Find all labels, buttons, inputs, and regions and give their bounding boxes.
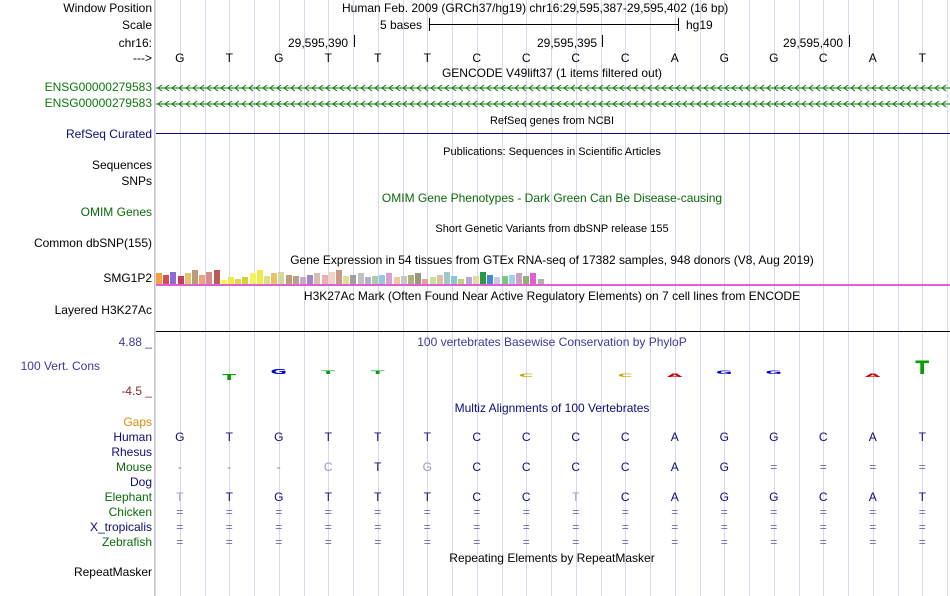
gtex-tissue-bar[interactable] [444,272,450,284]
scale-label: Scale [121,18,152,32]
phylop-base-mark: C [518,373,534,379]
position-tick-mark-3 [849,35,850,47]
sequence-base: T [918,51,926,65]
omim-label[interactable]: OMIM Genes [80,205,152,219]
phylop-max-value: 4.88 _ [118,335,152,349]
multiz-aligned-base: = [720,505,728,519]
position-tick-3: 29,595,400 [783,36,844,50]
multiz-aligned-base: = [324,520,332,534]
multiz-aligned-base: T [374,460,382,474]
gtex-tissue-bar[interactable] [293,276,299,284]
publications-track-title: Publications: Sequences in Scientific Articles [443,146,661,158]
gtex-tissue-bar[interactable] [257,270,263,284]
refseq-track-title: RefSeq genes from NCBI [489,115,615,127]
multiz-aligned-base: = [176,505,184,519]
gencode-track-title: GENCODE V49lift37 (1 items filtered out) [441,66,663,80]
multiz-aligned-base: C [472,490,482,504]
multiz-aligned-base: = [374,505,382,519]
multiz-aligned-base: A [670,490,679,504]
gtex-tissue-bar[interactable] [329,272,335,284]
multiz-aligned-base: C [818,430,828,444]
window-position-value: Human Feb. 2009 (GRCh37/hg19) chr16:29,595,387-29,595,402 (16 bp) [342,1,729,15]
gtex-tissue-bar[interactable] [322,275,328,284]
multiz-aligned-base: = [770,535,778,549]
phylop-base-mark: T [222,372,237,383]
multiz-aligned-base: T [423,490,431,504]
refseq-feature[interactable] [156,133,950,134]
gtex-tissue-bar[interactable] [250,273,256,284]
multiz-aligned-base: G [719,490,729,504]
publications-sequences-label[interactable]: Sequences [91,158,152,172]
multiz-aligned-base: = [374,520,382,534]
phylop-logo-plot[interactable] [155,350,950,400]
window-position-label: Window Position [63,1,152,15]
multiz-aligned-base: = [275,505,283,519]
gencode-item-label-1[interactable]: ENSG00000279583 [44,80,152,94]
gtex-tissue-bar[interactable] [278,272,284,284]
multiz-aligned-base: - [227,460,232,474]
gtex-tissue-bar[interactable] [394,277,400,284]
multiz-aligned-base: A [868,430,877,444]
multiz-species-label[interactable]: Elephant [104,490,152,504]
multiz-aligned-base: = [621,535,629,549]
dbsnp-track-title: Short Genetic Variants from dbSNP release 155 [435,223,669,235]
sequence-base: A [670,51,679,65]
gtex-expression-bars[interactable] [156,268,546,284]
sequence-base: C [620,51,630,65]
gtex-tissue-bar[interactable] [509,275,515,284]
multiz-aligned-base: C [472,430,482,444]
phylop-base-mark: C [617,373,633,379]
multiz-aligned-base: C [620,490,630,504]
gtex-tissue-bar[interactable] [365,277,371,284]
repeatmasker-track-title: Repeating Elements by RepeatMasker [449,551,655,565]
multiz-aligned-base: = [324,505,332,519]
h3k27ac-track-title: H3K27Ac Mark (Often Found Near Active Regulatory Elements) on 7 cell lines from ENCODE [303,289,801,303]
multiz-aligned-base: = [770,520,778,534]
scale-bar-left-tick [429,18,430,31]
gtex-tissue-bar[interactable] [199,275,205,284]
gencode-strand-line [156,83,950,93]
multiz-aligned-base: = [671,505,679,519]
multiz-aligned-base: = [918,535,926,549]
multiz-species-label[interactable]: Rhesus [111,445,152,459]
multiz-aligned-base: G [719,430,729,444]
sequence-base: A [868,51,877,65]
multiz-aligned-base: C [818,490,828,504]
position-tick-mark-2 [602,35,603,47]
multiz-aligned-base: G [769,430,779,444]
multiz-aligned-base: = [225,520,233,534]
sequence-base: T [324,51,332,65]
multiz-aligned-base: C [323,460,333,474]
publications-snps-label[interactable]: SNPs [121,174,152,188]
multiz-aligned-base: = [869,535,877,549]
gtex-tissue-bar[interactable] [350,275,356,284]
gtex-track-title: Gene Expression in 54 tissues from GTEx RNA-seq of 17382 samples, 948 donors (V8, Aug 2019) [290,253,814,267]
gtex-tissue-bar[interactable] [192,270,198,284]
multiz-aligned-base: = [176,520,184,534]
gtex-tissue-bar[interactable] [178,276,184,284]
multiz-aligned-base: T [176,490,184,504]
sequence-base: C [818,51,828,65]
multiz-aligned-base: = [720,535,728,549]
multiz-aligned-base: C [521,460,531,474]
multiz-aligned-base: C [620,430,630,444]
phylop-track-title: 100 vertebrates Basewise Conservation by PhyloP [417,335,687,349]
gtex-tissue-bar[interactable] [358,273,364,284]
multiz-aligned-base: = [621,520,629,534]
multiz-aligned-base: C [571,430,581,444]
gencode-item-label-2[interactable]: ENSG00000279583 [44,96,152,110]
gtex-tissue-bar[interactable] [408,275,414,284]
multiz-aligned-base: T [423,430,431,444]
multiz-aligned-base: A [868,490,877,504]
gtex-tissue-bar[interactable] [437,275,443,284]
phylop-base-mark: A [667,373,683,379]
gtex-tissue-bar[interactable] [163,275,169,284]
scale-bar [429,24,678,25]
multiz-aligned-base: - [276,460,281,474]
phylop-base-mark: G [716,370,733,376]
multiz-aligned-base: = [572,535,580,549]
multiz-aligned-base: T [918,490,926,504]
position-tick-1: 29,595,390 [288,36,349,50]
sequence-base: G [769,51,779,65]
gtex-tissue-bar[interactable] [228,277,234,284]
multiz-aligned-base: T [225,490,233,504]
phylop-base-mark: G [765,370,782,376]
sequence-base: C [472,51,482,65]
gtex-tissue-bar[interactable] [473,276,479,284]
multiz-aligned-base: = [671,535,679,549]
phylop-min-value: -4.5 _ [121,384,152,398]
multiz-aligned-base: = [869,460,877,474]
dbsnp-label[interactable]: Common dbSNP(155) [33,236,152,250]
multiz-aligned-base: = [770,505,778,519]
gtex-gene-extent-line[interactable] [156,284,950,286]
multiz-aligned-base: = [522,520,530,534]
gtex-tissue-bar[interactable] [487,275,493,284]
gtex-tissue-bar[interactable] [343,276,349,284]
multiz-aligned-base: = [473,535,481,549]
phylop-label[interactable]: 100 Vert. Cons [20,359,100,373]
phylop-base-mark: T [370,370,385,376]
multiz-aligned-base: C [521,430,531,444]
multiz-aligned-base: T [572,490,580,504]
multiz-aligned-base: C [620,460,630,474]
multiz-aligned-base: A [670,460,679,474]
multiz-aligned-base: = [324,535,332,549]
gtex-tissue-bar[interactable] [300,277,306,284]
strand-arrow-label: ---> [133,51,152,65]
multiz-species-label[interactable]: Chicken [108,505,152,519]
multiz-aligned-base: = [374,535,382,549]
sequence-base: C [521,51,531,65]
sequence-base: G [175,51,185,65]
gencode-feature-2[interactable] [156,98,950,108]
gtex-tissue-bar[interactable] [379,275,385,284]
position-tick-2: 29,595,395 [537,36,598,50]
gtex-tissue-bar[interactable] [502,276,508,284]
multiz-aligned-base: T [918,430,926,444]
phylop-base-mark: T [321,370,336,376]
gtex-tissue-bar[interactable] [286,275,292,284]
gtex-tissue-bar[interactable] [264,276,270,284]
position-tick-mark-1 [354,35,355,47]
multiz-aligned-base: G [422,460,432,474]
chrom-label: chr16: [118,36,152,50]
multiz-aligned-base: = [473,520,481,534]
gtex-tissue-bar[interactable] [451,276,457,284]
multiz-aligned-base: = [869,505,877,519]
multiz-aligned-base: T [374,430,382,444]
multiz-aligned-base: = [473,505,481,519]
multiz-gaps-label[interactable]: Gaps [123,415,152,429]
sequence-base: G [719,51,729,65]
multiz-aligned-base: G [769,490,779,504]
multiz-aligned-base: = [176,535,184,549]
multiz-aligned-base: G [274,430,284,444]
gtex-tissue-bar[interactable] [516,273,522,284]
multiz-aligned-base: T [374,490,382,504]
multiz-species-label[interactable]: Human [113,430,152,444]
gtex-tissue-bar[interactable] [372,276,378,284]
multiz-aligned-base: = [225,505,233,519]
sequence-base: C [571,51,581,65]
multiz-aligned-base: = [671,520,679,534]
h3k27ac-label[interactable]: Layered H3K27Ac [54,303,152,317]
omim-track-title: OMIM Gene Phenotypes - Dark Green Can Be Disease-causing [381,191,723,205]
scale-assembly: hg19 [686,18,713,32]
gtex-tissue-bar[interactable] [156,273,162,284]
multiz-aligned-base: = [423,505,431,519]
multiz-aligned-base: = [572,520,580,534]
multiz-aligned-base: G [719,460,729,474]
sequence-base: T [423,51,431,65]
gtex-tissue-bar[interactable] [530,273,536,284]
multiz-aligned-base: = [720,520,728,534]
multiz-aligned-base: T [324,430,332,444]
multiz-aligned-base: C [472,460,482,474]
multiz-aligned-base: - [177,460,182,474]
gtex-tissue-bar[interactable] [170,272,176,284]
gtex-tissue-bar[interactable] [271,273,277,284]
gtex-tissue-bar[interactable] [242,277,248,284]
gtex-tissue-bar[interactable] [386,273,392,284]
scale-bar-right-tick [678,18,679,31]
multiz-aligned-base: = [819,460,827,474]
multiz-species-label[interactable]: Mouse [115,460,152,474]
multiz-aligned-base: A [670,430,679,444]
multiz-aligned-base: = [819,505,827,519]
multiz-aligned-base: C [571,460,581,474]
multiz-aligned-base: = [275,535,283,549]
multiz-aligned-base: = [275,520,283,534]
gtex-tissue-bar[interactable] [307,275,313,284]
scale-value: 5 bases [380,18,423,32]
multiz-species-label[interactable]: Dog [129,475,152,489]
gtex-tissue-bar[interactable] [185,273,191,284]
multiz-aligned-base: G [175,430,185,444]
gtex-tissue-bar[interactable] [523,276,529,284]
multiz-aligned-base: = [918,505,926,519]
repeatmasker-label[interactable]: RepeatMasker [73,565,152,579]
sequence-base: T [225,51,233,65]
gtex-tissue-bar[interactable] [206,272,212,284]
gtex-tissue-bar[interactable] [430,277,436,284]
multiz-aligned-base: T [225,430,233,444]
gtex-tissue-bar[interactable] [466,277,472,284]
multiz-aligned-base: = [918,460,926,474]
h3k27ac-baseline [156,331,950,332]
multiz-aligned-base: = [819,535,827,549]
multiz-aligned-base: = [225,535,233,549]
multiz-aligned-base: G [274,490,284,504]
multiz-aligned-base: = [819,520,827,534]
multiz-aligned-base: = [423,535,431,549]
gtex-tissue-bar[interactable] [480,272,486,284]
phylop-base-mark: A [865,373,881,379]
refseq-label[interactable]: RefSeq Curated [65,127,152,141]
phylop-base-mark: T [915,356,930,379]
multiz-aligned-base: = [918,520,926,534]
multiz-aligned-base: = [572,505,580,519]
multiz-aligned-base: = [621,505,629,519]
sequence-base: G [274,51,284,65]
multiz-species-label[interactable]: Zebrafish [101,535,152,549]
gtex-tissue-bar[interactable] [415,273,421,284]
multiz-species-label[interactable]: X_tropicalis [89,520,152,534]
gtex-tissue-bar[interactable] [494,277,500,284]
multiz-track-title: Multiz Alignments of 100 Vertebrates [454,401,650,415]
multiz-aligned-base: T [324,490,332,504]
multiz-aligned-base: = [522,535,530,549]
gencode-feature-1[interactable] [156,82,950,92]
multiz-aligned-base: C [521,490,531,504]
gtex-tissue-bar[interactable] [401,276,407,284]
gtex-gene-label[interactable]: SMG1P2 [103,271,152,285]
multiz-aligned-base: = [869,520,877,534]
gtex-tissue-bar[interactable] [214,270,220,284]
phylop-base-mark: G [270,367,287,376]
gtex-tissue-bar[interactable] [314,273,320,284]
multiz-aligned-base: = [770,460,778,474]
multiz-aligned-base: = [423,520,431,534]
sequence-base: T [374,51,382,65]
gtex-tissue-bar[interactable] [336,270,342,284]
gencode-strand-line [156,99,950,109]
multiz-aligned-base: = [522,505,530,519]
